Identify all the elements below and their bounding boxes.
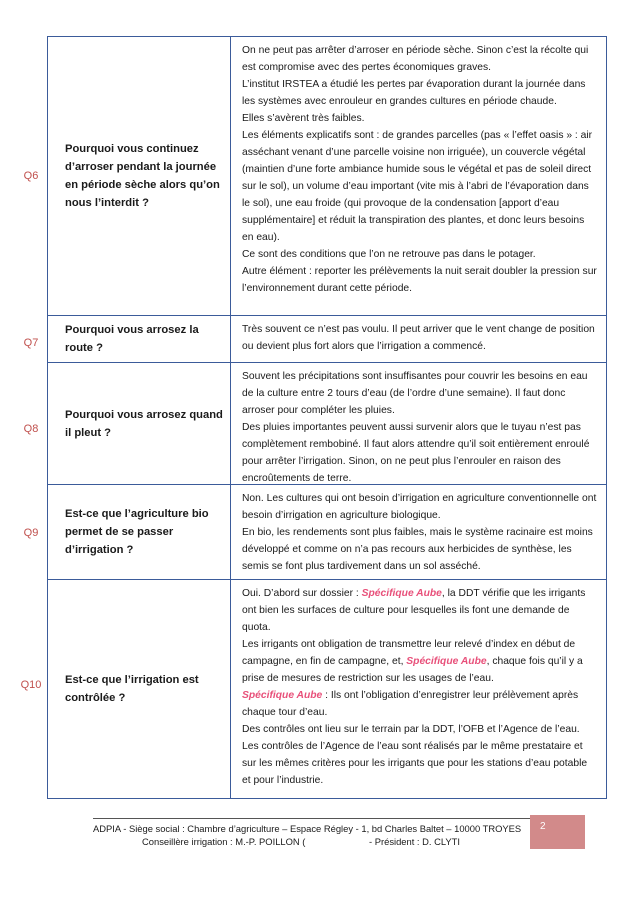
answer-text: , chaque fois qu’il y a prise de mesures de restriction sur les usages de l’eau. (242, 656, 583, 684)
answer-paragraph: Très souvent ce n’est pas voulu. Il peut arriver que le vent change de position ou devient plus fort alors que l’irrigation a commencé. (242, 324, 595, 352)
answer-paragraph: Elles s’avèrent très faibles. (242, 113, 365, 124)
answer-cell (231, 363, 606, 484)
answer-paragraph: Les éléments explicatifs sont : de grandes parcelles (pas « l’effet oasis » : air asséchant venant d’une parcelle voisine non irriguée), un couvercle végétal (maintien d’une forte ambiance humide sous le végétal et pas de soleil direct sur le sol), un volume d’eau important (vite mis à l’abri de l’évaporation dans le sol), une eau froide (qui provoque de la condensation [apport d’eau supplémentaire] et réduit la transpiration des plantes, et donc leurs besoins en eau). (242, 130, 593, 243)
answer-cell (231, 37, 606, 315)
question-text: Pourquoi vous arrosez la route ? (65, 324, 199, 354)
answer-paragraph: Ce sont des conditions que l’on ne retrouve pas dans le potager. (242, 249, 536, 260)
answer-paragraph: On ne peut pas arrêter d’arroser en période sèche. Sinon c’est la récolte qui est compromise avec des pertes économiques graves. (242, 45, 589, 73)
answer-cell (231, 316, 606, 362)
page-number: 2 (540, 821, 546, 832)
question-text: Est-ce que l’irrigation est contrôlée ? (65, 674, 199, 704)
answer-text: : Ils ont l’obligation d’enregistrer leur prélèvement après chaque tour d’eau. (242, 690, 579, 718)
faq-row-q10 (47, 580, 607, 799)
footer-address: ADPIA - Siège social : Chambre d’agriculture – Espace Régley - 1, bd Charles Baltet – 10000 TROYES (93, 823, 522, 834)
faq-row-q7 (47, 316, 607, 363)
footer-president: - Président : D. CLYTI (369, 836, 460, 847)
faq-row-q9 (47, 485, 607, 580)
answer-paragraph: Des pluies importantes peuvent aussi survenir alors que le tuyau n’est pas complètement rembobiné. Il faut alors attendre qu’il soit entièrement enroulé pour arrêter l’irrigation. Sinon, on ne peut plus l’enrouler en raison des encroûtements de terre. (242, 422, 590, 484)
answer-cell (231, 580, 606, 798)
answer-paragraph (242, 585, 598, 636)
answer-paragraph: Les contrôles de l’Agence de l’eau sont réalisés par le même prestataire et sur les mêmes critères pour les irrigants que pour les stations d’eau potable et pour l’industrie. (242, 741, 588, 786)
answer-text: Oui. D’abord sur dossier : (242, 588, 362, 599)
footer-advisor: Conseillère irrigation : M.-P. POILLON ( (142, 836, 306, 847)
faq-row-q8 (47, 363, 607, 485)
specifique-aube-tag: Spécifique Aube (406, 656, 487, 667)
answer-paragraph (242, 636, 598, 687)
answer-paragraph: L’institut IRSTEA a étudié les pertes par évaporation durant la journée dans les systèmes avec enrouleur en grandes cultures en période chaude. (242, 79, 586, 107)
answer-paragraph: Souvent les précipitations sont insuffisantes pour couvrir les besoins en eau de la culture entre 2 tours d’eau (de l’ordre d’une semaine). Il faut donc arroser pour compléter les pluies. (242, 371, 588, 416)
question-number-q8: Q8 (23, 423, 39, 435)
page-number-badge (530, 815, 585, 849)
question-text: Est-ce que l’agriculture bio permet de se passer d’irrigation ? (65, 508, 209, 556)
specifique-aube-tag: Spécifique Aube (361, 588, 442, 599)
answer-paragraph (242, 687, 598, 721)
answer-text: , la DDT vérifie que les irrigants ont bien les surfaces de culture pour lesquelles ils font une demande de quota. (242, 588, 586, 633)
footer-contacts (93, 835, 530, 848)
question-text: Pourquoi vous continuez d’arroser pendant la journée en période sèche alors qu’on nous l’interdit ? (65, 143, 220, 209)
question-cell (48, 316, 231, 362)
answer-text: Les irrigants ont obligation de transmettre leur relevé d’index en début de campagne, en fin de campagne, et, (242, 639, 576, 667)
faq-row-q6 (47, 36, 607, 316)
question-number-q9: Q9 (23, 527, 39, 539)
answer-paragraph: Autre élément : reporter les prélèvements la nuit serait doubler la pression sur l’environnement durant cette période. (242, 266, 597, 294)
question-cell (48, 37, 231, 315)
page-footer (93, 818, 530, 848)
question-cell (48, 363, 231, 484)
question-number-q10: Q10 (20, 679, 42, 691)
answer-paragraph: Non. Les cultures qui ont besoin d’irrigation en agriculture conventionnelle ont besoin d’irrigation en agriculture biologique. (242, 493, 597, 521)
question-text: Pourquoi vous arrosez quand il pleut ? (65, 408, 223, 439)
question-cell (48, 580, 231, 798)
question-cell (48, 485, 231, 579)
answer-cell (231, 485, 606, 579)
question-number-q7: Q7 (23, 337, 39, 349)
question-number-q6: Q6 (23, 170, 39, 182)
answer-paragraph: Des contrôles ont lieu sur le terrain par la DDT, l’OFB et l’Agence de l’eau. (242, 724, 580, 735)
specifique-aube-tag: Spécifique Aube (242, 690, 323, 701)
answer-paragraph: En bio, les rendements sont plus faibles, mais le système racinaire est moins développé et comme on n’a pas recours aux herbicides de synthèse, les semis se font plus tardivement dans un sol asséché. (242, 527, 593, 572)
